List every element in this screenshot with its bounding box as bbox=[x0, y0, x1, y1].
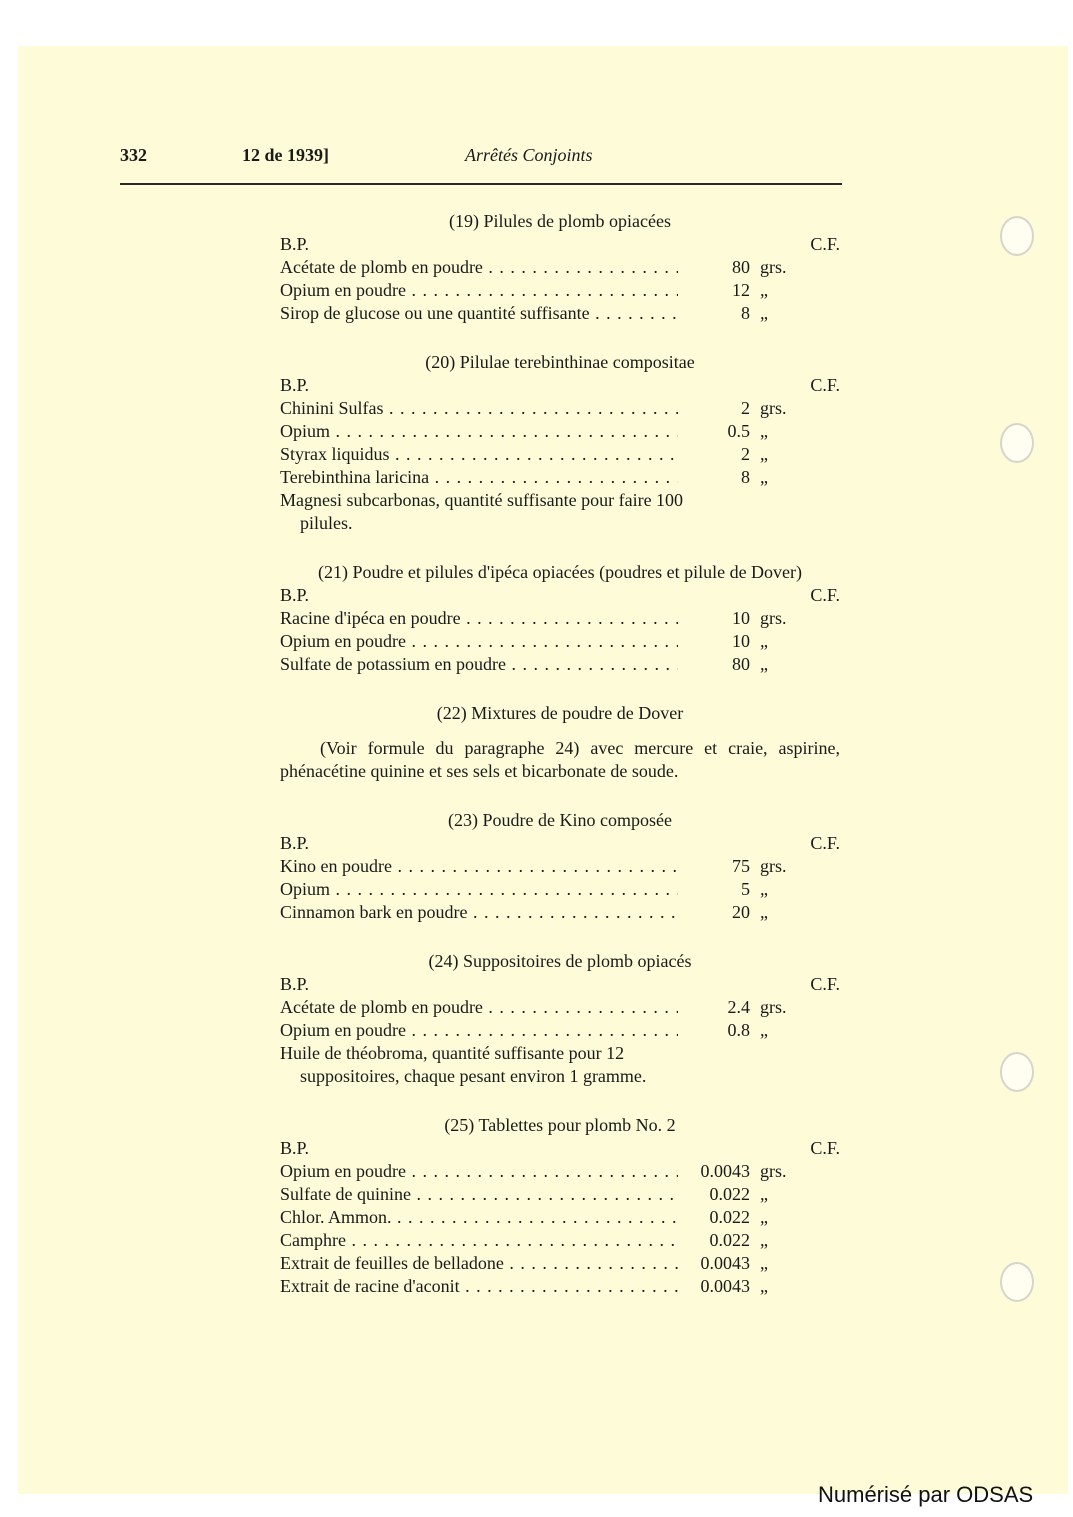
ingredient-quantity: 0.022 bbox=[709, 1184, 750, 1204]
column-header bbox=[280, 374, 840, 397]
ingredient-name: Terebinthina laricina . . . bbox=[280, 466, 678, 489]
ingredient-row bbox=[280, 1229, 840, 1252]
column-header bbox=[280, 584, 840, 607]
ingredient-name: Kino en poudre . . . bbox=[280, 855, 678, 878]
ingredient-quantity: 0.5 bbox=[727, 421, 750, 441]
ingredient-name: Sirop de glucose ou une quantité suffisante . . . bbox=[280, 302, 678, 325]
ingredient-name: Styrax liquidus . . . bbox=[280, 443, 678, 466]
ingredient-quantity: 0.0043 bbox=[700, 1253, 750, 1273]
ingredient-unit: „ bbox=[760, 1020, 768, 1040]
ingredient-row bbox=[280, 302, 840, 325]
section-title: (25) Tablettes pour plomb No. 2 bbox=[444, 1115, 676, 1135]
ingredient-row bbox=[280, 996, 840, 1019]
bp-label: B.P. bbox=[280, 375, 310, 395]
ingredient-unit: „ bbox=[760, 631, 768, 651]
section-title: (24) Suppositoires de plomb opiacés bbox=[428, 951, 692, 971]
formula-section bbox=[280, 561, 840, 676]
ingredient-row bbox=[280, 397, 840, 420]
section-note: Huile de théobroma, quantité suffisante pour 12 suppositoires, chaque pesant environ 1 gramme. bbox=[280, 1043, 647, 1086]
cf-label: C.F. bbox=[810, 585, 840, 605]
formula-section bbox=[280, 950, 840, 1088]
ingredient-name: Opium en poudre . . . bbox=[280, 1160, 678, 1183]
ingredient-quantity: 2.4 bbox=[727, 997, 750, 1017]
ingredient-row bbox=[280, 420, 840, 443]
ingredient-unit: „ bbox=[760, 1253, 768, 1273]
ingredient-name: Opium . . . bbox=[280, 878, 678, 901]
section-paragraph: (Voir formule du paragraphe 24) avec mercure et craie, aspirine, phénacétine quinine et ses sels et bicarbonate de soude. bbox=[280, 738, 840, 781]
ingredient-row bbox=[280, 855, 840, 878]
ingredient-quantity: 0.8 bbox=[727, 1020, 750, 1040]
ingredient-unit: „ bbox=[760, 421, 768, 441]
cf-label: C.F. bbox=[810, 1138, 840, 1158]
ingredient-quantity: 12 bbox=[732, 280, 750, 300]
page-header bbox=[120, 145, 842, 185]
ingredient-quantity: 8 bbox=[741, 303, 750, 323]
cf-label: C.F. bbox=[810, 833, 840, 853]
ingredient-row bbox=[280, 443, 840, 466]
ingredient-quantity: 0.022 bbox=[709, 1207, 750, 1227]
ingredient-row bbox=[280, 630, 840, 653]
ingredient-row bbox=[280, 1206, 840, 1229]
section-title: (21) Poudre et pilules d'ipéca opiacées (poudres et pilule de Dover) bbox=[317, 562, 803, 582]
ingredient-name: Acétate de plomb en poudre . . . bbox=[280, 996, 678, 1019]
section-title: (19) Pilules de plomb opiacées bbox=[449, 211, 671, 231]
document-body bbox=[280, 210, 840, 1324]
ingredient-name: Sulfate de potassium en poudre . . . bbox=[280, 653, 678, 676]
section-title: (22) Mixtures de poudre de Dover bbox=[436, 703, 684, 723]
ingredient-row bbox=[280, 878, 840, 901]
ingredient-name: Acétate de plomb en poudre . . . bbox=[280, 256, 678, 279]
bp-label: B.P. bbox=[280, 234, 310, 254]
ingredient-quantity: 0.022 bbox=[709, 1230, 750, 1250]
header-title: Arrêtés Conjoints bbox=[465, 145, 593, 165]
bp-label: B.P. bbox=[280, 974, 310, 994]
ingredient-unit: grs. bbox=[760, 608, 787, 628]
ingredient-row bbox=[280, 1275, 840, 1298]
section-title: (23) Poudre de Kino composée bbox=[448, 810, 672, 830]
ingredient-quantity: 0.0043 bbox=[700, 1161, 750, 1181]
cf-label: C.F. bbox=[810, 234, 840, 254]
ingredient-unit: „ bbox=[760, 1230, 768, 1250]
punch-hole bbox=[1000, 1052, 1034, 1092]
ingredient-quantity: 75 bbox=[732, 856, 750, 876]
digitization-credit: Numérisé par ODSAS bbox=[818, 1482, 1034, 1507]
ingredient-row bbox=[280, 901, 840, 924]
ingredient-row bbox=[280, 653, 840, 676]
page-number: 332 bbox=[120, 145, 147, 165]
cf-label: C.F. bbox=[810, 375, 840, 395]
ingredient-quantity: 80 bbox=[732, 257, 750, 277]
punch-hole bbox=[1000, 216, 1034, 256]
ingredient-quantity: 8 bbox=[741, 467, 750, 487]
bp-label: B.P. bbox=[280, 833, 310, 853]
ingredient-row bbox=[280, 607, 840, 630]
ingredient-unit: grs. bbox=[760, 1161, 787, 1181]
ingredient-name: Opium en poudre . . . bbox=[280, 1019, 678, 1042]
ingredient-unit: grs. bbox=[760, 997, 787, 1017]
formula-section bbox=[280, 702, 840, 783]
column-header bbox=[280, 233, 840, 256]
ingredient-name: Racine d'ipéca en poudre . . . bbox=[280, 607, 678, 630]
ingredient-quantity: 20 bbox=[732, 902, 750, 922]
ingredient-quantity: 80 bbox=[732, 654, 750, 674]
ingredient-unit: grs. bbox=[760, 257, 787, 277]
ingredient-name: Chinini Sulfas . . . bbox=[280, 397, 678, 420]
ingredient-quantity: 5 bbox=[741, 879, 750, 899]
ingredient-quantity: 2 bbox=[741, 444, 750, 464]
ingredient-row bbox=[280, 256, 840, 279]
ingredient-unit: „ bbox=[760, 1184, 768, 1204]
ingredient-unit: „ bbox=[760, 280, 768, 300]
cf-label: C.F. bbox=[810, 974, 840, 994]
ingredient-unit: „ bbox=[760, 654, 768, 674]
ingredient-unit: „ bbox=[760, 444, 768, 464]
ingredient-quantity: 10 bbox=[732, 608, 750, 628]
ingredient-row bbox=[280, 1183, 840, 1206]
ingredient-unit: „ bbox=[760, 467, 768, 487]
column-header bbox=[280, 973, 840, 996]
formula-section bbox=[280, 809, 840, 924]
ingredient-name: Opium en poudre . . . bbox=[280, 279, 678, 302]
formula-section bbox=[280, 210, 840, 325]
ingredient-row bbox=[280, 466, 840, 489]
ingredient-unit: „ bbox=[760, 1276, 768, 1296]
bp-label: B.P. bbox=[280, 1138, 310, 1158]
header-date: 12 de 1939] bbox=[242, 145, 329, 165]
ingredient-name: Extrait de feuilles de belladone . . . bbox=[280, 1252, 678, 1275]
ingredient-row bbox=[280, 1160, 840, 1183]
ingredient-unit: grs. bbox=[760, 856, 787, 876]
ingredient-name: Chlor. Ammon. . . . bbox=[280, 1206, 678, 1229]
ingredient-name: Extrait de racine d'aconit . . . bbox=[280, 1275, 678, 1298]
column-header bbox=[280, 832, 840, 855]
ingredient-name: Sulfate de quinine . . . bbox=[280, 1183, 678, 1206]
ingredient-quantity: 2 bbox=[741, 398, 750, 418]
section-title: (20) Pilulae terebinthinae compositae bbox=[425, 352, 695, 372]
section-note: Magnesi subcarbonas, quantité suffisante pour faire 100 pilules. bbox=[280, 490, 684, 533]
ingredient-name: Camphre . . . bbox=[280, 1229, 678, 1252]
bp-label: B.P. bbox=[280, 585, 310, 605]
punch-hole bbox=[1000, 423, 1034, 463]
formula-section bbox=[280, 1114, 840, 1298]
ingredient-quantity: 10 bbox=[732, 631, 750, 651]
ingredient-unit: „ bbox=[760, 879, 768, 899]
ingredient-quantity: 0.0043 bbox=[700, 1276, 750, 1296]
ingredient-name: Cinnamon bark en poudre . . . bbox=[280, 901, 678, 924]
ingredient-row bbox=[280, 279, 840, 302]
ingredient-row bbox=[280, 1252, 840, 1275]
ingredient-name: Opium . . . bbox=[280, 420, 678, 443]
formula-section bbox=[280, 351, 840, 535]
column-header bbox=[280, 1137, 840, 1160]
ingredient-unit: „ bbox=[760, 1207, 768, 1227]
ingredient-unit: „ bbox=[760, 902, 768, 922]
ingredient-row bbox=[280, 1019, 840, 1042]
ingredient-unit: „ bbox=[760, 303, 768, 323]
punch-hole bbox=[1000, 1262, 1034, 1302]
ingredient-unit: grs. bbox=[760, 398, 787, 418]
ingredient-name: Opium en poudre . . . bbox=[280, 630, 678, 653]
